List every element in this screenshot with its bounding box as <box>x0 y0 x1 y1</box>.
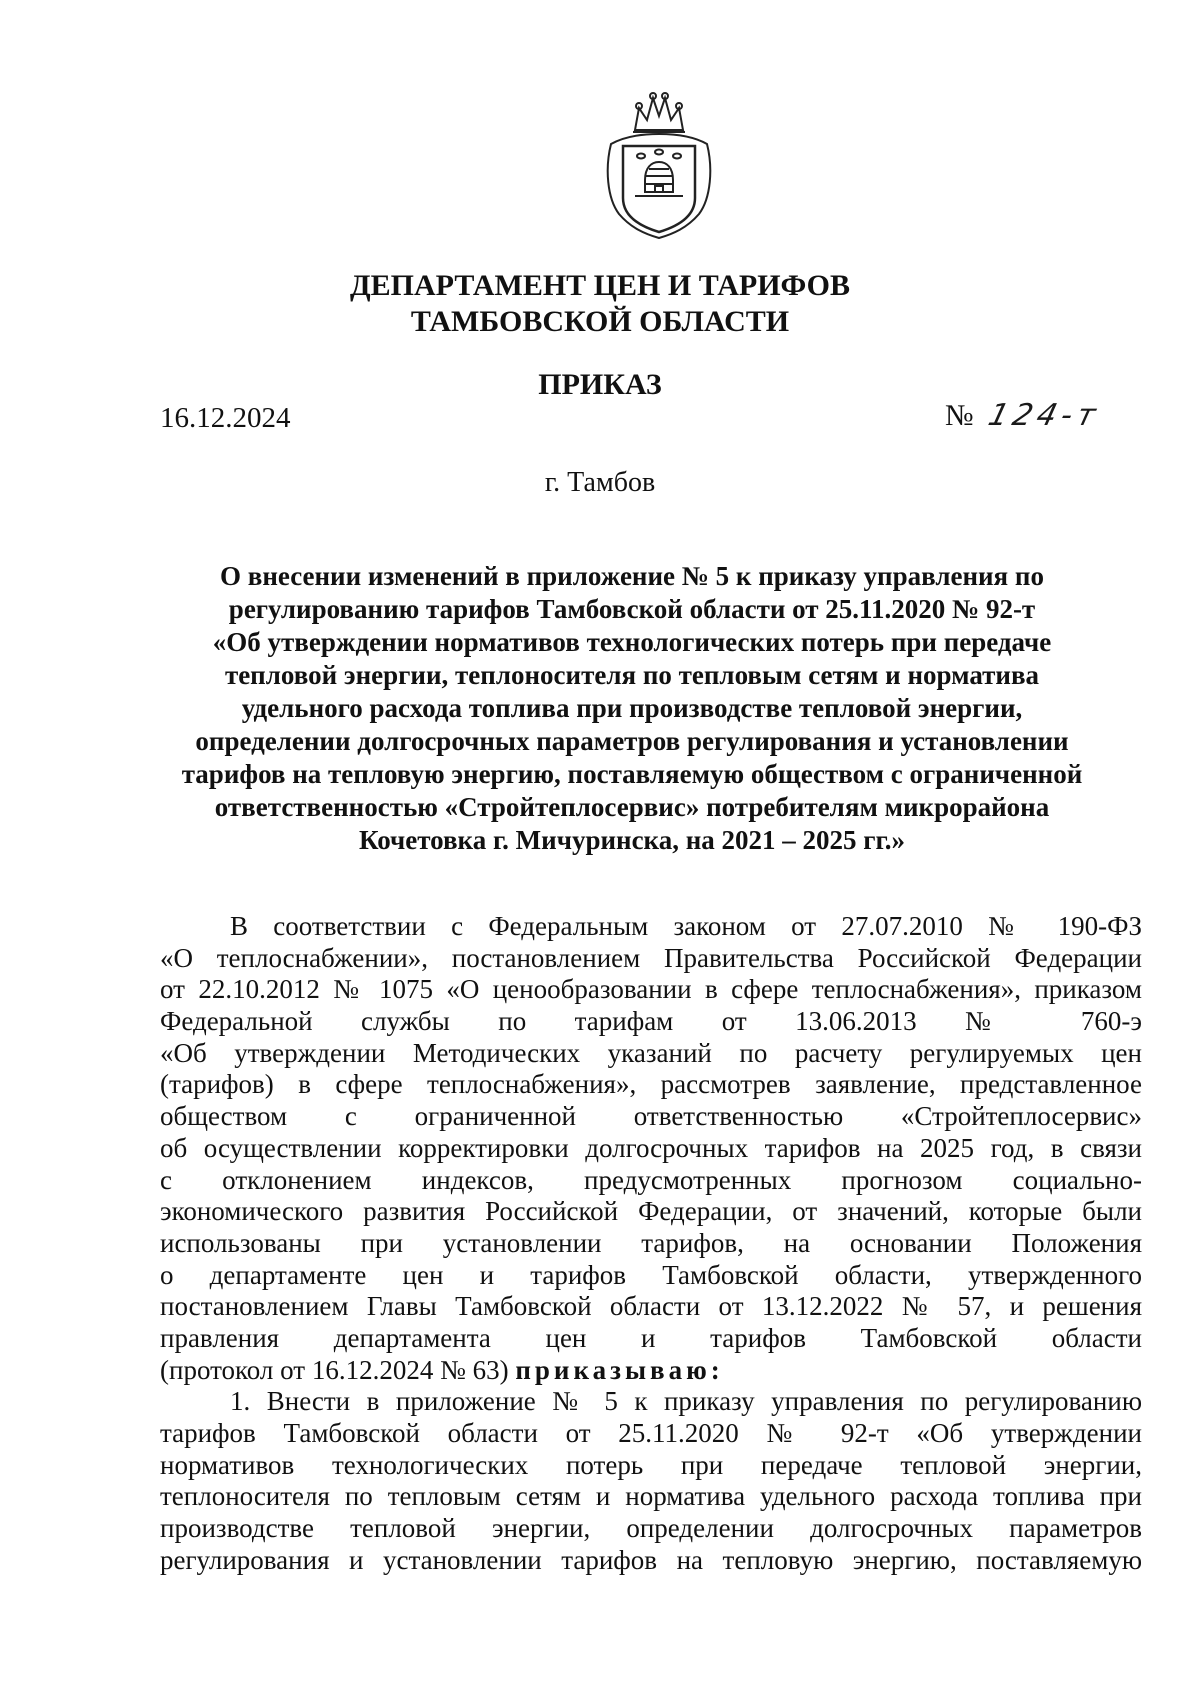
handwritten-number: 124-т <box>984 398 1105 433</box>
title-line: Кочетовка г. Мичуринска, на 2021 – 2025 гг.» <box>359 825 905 855</box>
department-name-line-1: ДЕПАРТАМЕНТ ЦЕН И ТАРИФОВ <box>349 269 851 302</box>
item-1-line: теплоносителя по тепловым сетям и норматива удельного расхода топлива при <box>160 1481 1142 1512</box>
body-line: «О теплоснабжении», постановлением Правительства Российской Федерации <box>160 942 1142 973</box>
body-line: В соответствии с Федеральным законом от 27.07.2010 № 190-ФЗ <box>230 911 1142 941</box>
body-line-closing <box>160 1355 1142 1387</box>
item-1-line: регулирования и установлении тарифов на тепловую энергию, поставляемую <box>160 1544 1142 1575</box>
body-line: от 22.10.2012 № 1075 «О ценообразовании в сфере теплоснабжения», приказом <box>160 974 1142 1005</box>
body-line: Федеральной службы по тарифам от 13.06.2013 № 760-э <box>160 1006 1142 1037</box>
body-line: с отклонением индексов, предусмотренных прогнозом социально- <box>160 1164 1142 1195</box>
body-line: обществом с ограниченной ответственностью «Стройтеплосервис» <box>160 1101 1142 1132</box>
title-line: тарифов на тепловую энергию, поставляемую обществом с ограниченной <box>181 759 1083 789</box>
document-date: 16.12.2024 <box>160 402 291 434</box>
item-1-line: 1. Внести в приложение № 5 к приказу управления по регулированию <box>230 1386 1142 1417</box>
body-line: об осуществлении корректировки долгосрочных тарифов на 2025 год, в связи <box>160 1132 1142 1163</box>
number-label: № <box>945 399 974 432</box>
body-line: (тарифов) в сфере теплоснабжения», рассмотрев заявление, представленное <box>160 1069 1142 1100</box>
document-type-heading: ПРИКАЗ <box>538 368 662 401</box>
title-line: О внесении изменений в приложение № 5 к приказу управления по <box>220 561 1044 591</box>
body-line: «Об утверждении Методических указаний по расчету регулируемых цен <box>160 1037 1142 1068</box>
body-line: постановлением Главы Тамбовской области от 13.12.2022 № 57, и решения <box>160 1291 1142 1322</box>
title-line: тепловой энергии, теплоносителя по тепловым сетям и норматива <box>224 660 1040 690</box>
item-1-line: нормативов технологических потерь при передаче тепловой энергии, <box>160 1449 1142 1480</box>
coat-of-arms-emblem <box>597 88 721 240</box>
title-line: удельного расхода топлива при производстве тепловой энергии, <box>241 693 1023 723</box>
department-name-line-2: ТАМБОВСКОЙ ОБЛАСТИ <box>410 305 790 338</box>
item-1-line: производстве тепловой энергии, определении долгосрочных параметров <box>160 1513 1142 1544</box>
title-line: «Об утверждении нормативов технологических потерь при передаче <box>212 627 1052 657</box>
body-line: о департаменте цен и тарифов Тамбовской области, утвержденного <box>160 1259 1142 1290</box>
title-line: регулированию тарифов Тамбовской области от 25.11.2020 № 92-т <box>228 594 1036 624</box>
item-1-line: тарифов Тамбовской области от 25.11.2020 № 92-т «Об утверждении <box>160 1418 1142 1448</box>
protocol-reference: (протокол от 16.12.2024 № 63) <box>160 1354 516 1385</box>
document-number <box>945 396 1105 436</box>
title-line: ответственностью «Стройтеплосервис» потребителям микрорайона <box>214 792 1050 822</box>
document-title <box>150 560 1114 857</box>
body-line: экономического развития Российской Федерации, от значений, которые были <box>160 1196 1142 1227</box>
title-line: определении долгосрочных параметров регулирования и установлении <box>195 726 1069 756</box>
document-body <box>160 911 1142 1576</box>
body-line: использованы при установлении тарифов, на основании Положения <box>160 1227 1142 1258</box>
body-line: правления департамента цен и тарифов Тамбовской области <box>160 1322 1142 1353</box>
city-of-issue: г. Тамбов <box>544 467 656 498</box>
order-keyword: приказываю: <box>515 1354 724 1385</box>
